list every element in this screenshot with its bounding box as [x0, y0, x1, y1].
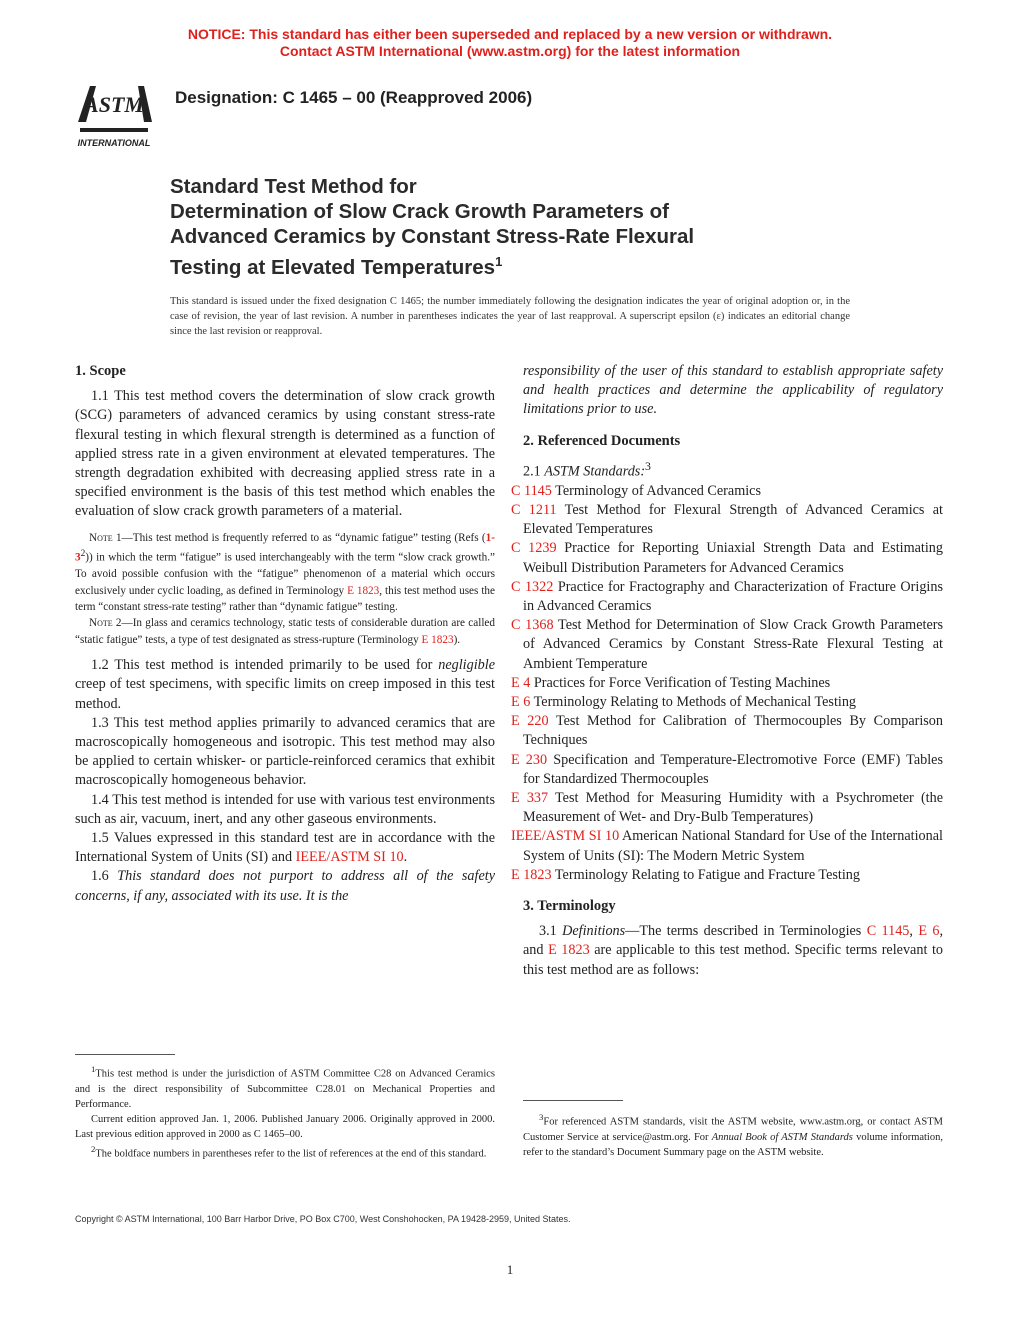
note-1-text-b: )) in which the term “fatigue” is used interchangeably with the term “slow crack growth.” To avoid possible confusion with the “fatigue” phenomenon of a material which occurs exclusively under cyclic loading, as defined in Terminology	[75, 551, 495, 597]
para-3-1-b: —The terms described in Terminologies	[625, 923, 867, 940]
notice-line-2: Contact ASTM International (www.astm.org) for the latest information	[279, 43, 741, 59]
note-1	[75, 530, 495, 616]
note-1-text-c: , this test method uses the term “constant stress-rate testing” rather than “dynamic fatigue” testing.	[75, 584, 495, 613]
footnote-rule-right	[523, 1100, 623, 1101]
footnote-1	[75, 1062, 495, 1112]
title-line-4: Testing at Elevated Temperatures	[170, 255, 496, 279]
note-2	[75, 615, 495, 648]
reference-title: Specification and Temperature-Electromotive Force (EMF) Tables for Standardized Thermocouples	[523, 751, 943, 787]
para-3-1	[523, 922, 943, 980]
reference-code-link[interactable]: C 1145	[511, 482, 552, 499]
reference-item	[511, 866, 943, 885]
e1823-link[interactable]: E 1823	[347, 584, 380, 597]
c1145-link[interactable]: C 1145	[866, 923, 910, 940]
reference-title: Practice for Fractography and Characterization of Fracture Origins in Advanced Ceramics	[523, 578, 943, 614]
reference-list	[511, 482, 943, 885]
para-1-1: 1.1 This test method covers the determination of slow crack growth (SCG) parameters of advanced ceramics by using constant stress-rate flexural testing in which flexural strength is determined as a function of applied stress rate in a given environment at elevated temperatures. The strength degradation exhibited with decreasing applied stress rate in a specified environment is the basis of this test method which enables the evaluation of slow crack growth parameters of a material.	[75, 388, 495, 520]
para-3-1-c: are applicable to this test method. Specific terms relevant to this test method are as follows:	[523, 942, 943, 978]
footnote-2-sup: 2	[91, 1143, 96, 1154]
para-1-6	[75, 867, 495, 905]
footnote-3-italic: Annual Book of ASTM Standards	[711, 1131, 853, 1143]
para-1-5-b: .	[403, 849, 408, 866]
reference-item	[511, 827, 943, 865]
reference-code-link[interactable]: C 1239	[511, 540, 557, 557]
para-3-1-italic: Definitions	[562, 923, 626, 940]
reference-item	[511, 501, 943, 539]
scope-heading: 1. Scope	[75, 363, 126, 379]
footnote-1-text: This test method is under the jurisdiction of ASTM Committee C28 on Advanced Ceramics and is the direct responsibility of Subcommittee C28.01 on Mechanical Properties and Performance.	[75, 1068, 495, 1110]
footnote-3-sup: 3	[539, 1112, 544, 1122]
reference-code-link[interactable]: C 1322	[511, 578, 554, 595]
reference-code-link[interactable]: E 220	[511, 713, 549, 730]
e1823-link-3[interactable]: E 1823	[548, 942, 590, 959]
astm-standards-sub	[523, 457, 943, 482]
reference-title: Terminology Relating to Methods of Mechanical Testing	[530, 693, 857, 710]
reference-code-link[interactable]: C 1368	[511, 617, 554, 634]
footnote-rule-left	[75, 1054, 175, 1055]
para-3-1-a: 3.1	[539, 923, 563, 940]
reference-title: Test Method for Flexural Strength of Advanced Ceramics at Elevated Temperatures	[523, 501, 943, 538]
footnote-3-b: volume information, refer to the standard’s Document Summary page on the ASTM website.	[523, 1131, 943, 1158]
footnote-2-text: The boldface numbers in parentheses refer to the list of references at the end of this standard.	[95, 1148, 487, 1159]
para-1-3: 1.3 This test method applies primarily to advanced ceramics that are macroscopically homogeneous and isotropic. This test method may also be applied to certain whisker- or particle-reinforced ceramics that exhibit macroscopically homogeneous behavior.	[75, 714, 495, 789]
reference-code-link[interactable]: E 337	[511, 790, 549, 806]
reference-item	[511, 712, 943, 750]
ieee-si10-link[interactable]: IEEE/ASTM SI 10	[295, 849, 404, 866]
title-line-1: Standard Test Method for	[170, 175, 417, 198]
footnote-2-mark: 2	[80, 549, 86, 560]
reference-item	[511, 789, 943, 827]
para-1-2-italic: negligible	[438, 657, 495, 674]
para-1-6-italic: This standard does not purport to address all of the safety concerns, if any, associated with its use. It is the	[75, 868, 495, 904]
title-footnote-mark: 1	[495, 254, 503, 269]
para-1-2-a: 1.2 This test method is intended primarily to be used for	[91, 657, 439, 674]
e1823-link-2[interactable]: E 1823	[421, 633, 454, 646]
note-1-label: Note 1	[89, 531, 122, 544]
sep-1: ,	[909, 923, 919, 940]
reference-title: American National Standard for Use of the International System of Units (SI): The Modern Metric System	[523, 828, 943, 864]
issuance-statement: This standard is issued under the fixed designation C 1465; the number immediately following the designation indicates the year of original adoption or, in the case of revision, the year of last revision. A number in parentheses indicates the year of last reapproval. A superscript epsilon (ε) indicates an editorial change since the last revision or reapproval.	[170, 296, 850, 337]
refs-link[interactable]: 1-3	[75, 531, 495, 564]
copyright: Copyright © ASTM International, 100 Barr Harbor Drive, PO Box C700, West Conshohocken, PA 19428-2959, United States.	[75, 1214, 571, 1224]
note-1-text-a: —This test method is frequently referred to as “dynamic fatigue” testing (Refs (	[121, 531, 486, 544]
notice-line-1: NOTICE: This standard has either been superseded and replaced by a new version or withdrawn.	[187, 26, 833, 42]
reference-item	[511, 693, 943, 712]
reference-title: Terminology Relating to Fatigue and Fracture Testing	[551, 866, 860, 883]
e6-link[interactable]: E 6	[918, 923, 940, 940]
note-2-text-b: ).	[453, 633, 461, 646]
reference-code-link[interactable]: E 230	[511, 751, 548, 768]
sub-italic: ASTM Standards:	[544, 463, 646, 480]
reference-code-link[interactable]: C 1211	[511, 501, 557, 518]
note-2-text-a: —In glass and ceramics technology, static tests of considerable duration are called “static fatigue” tests, a type of test designated as stress-rupture (Terminology	[75, 617, 495, 646]
reference-item	[511, 751, 943, 789]
reference-item	[511, 578, 943, 616]
para-1-4: 1.4 This test method is intended for use with various test environments such as air, vacuum, inert, and any other gaseous environments.	[75, 791, 495, 827]
note-2-label: Note 2	[89, 617, 122, 630]
logo-subtext: INTERNATIONAL	[77, 138, 151, 148]
reference-title: Practices for Force Verification of Testing Machines	[530, 674, 831, 691]
reference-code-link[interactable]: E 1823	[511, 866, 552, 883]
para-1-2-b: creep of test specimens, with specific limits on creep imposed in this test method.	[75, 676, 495, 712]
footnote-3-a: For referenced ASTM standards, visit the ASTM website, www.astm.org, or contact ASTM Customer Service at service@astm.org. For	[523, 1116, 943, 1143]
para-1-2	[75, 656, 495, 714]
reference-item	[511, 482, 943, 501]
title-line-2: Determination of Slow Crack Growth Parameters of	[170, 200, 669, 223]
footnotes-left	[75, 1062, 495, 1161]
right-column	[511, 362, 943, 980]
reference-item	[511, 674, 943, 693]
reference-item	[511, 616, 943, 674]
refs-heading: 2. Referenced Documents	[523, 432, 681, 449]
reference-code-link[interactable]: IEEE/ASTM SI 10	[511, 828, 620, 845]
reference-code-link[interactable]: E 4	[511, 674, 531, 691]
reference-title: Terminology of Advanced Ceramics	[551, 482, 761, 499]
para-1-6-a: 1.6	[91, 868, 118, 885]
reference-title: Test Method for Calibration of Thermocouples By Comparison Techniques	[523, 713, 943, 749]
para-1-6-cont-italic: responsibility of the user of this standard to establish appropriate safety and health practices and determine the applicability of regulatory limitations prior to use.	[523, 363, 943, 418]
footnote-3-mark: 3	[645, 458, 651, 473]
footnote-2	[75, 1142, 495, 1162]
footnote-3	[523, 1110, 943, 1160]
designation: Designation: C 1465 – 00 (Reapproved 2006)	[175, 88, 533, 107]
para-1-6-cont	[523, 362, 943, 420]
page-number: 1	[506, 1262, 514, 1277]
para-1-5-a: 1.5 Values expressed in this standard test are in accordance with the International System of Units (SI) and	[75, 830, 495, 866]
logo-text: ASTM	[84, 92, 144, 117]
sep-2: , and	[523, 923, 943, 959]
reference-title: Test Method for Determination of Slow Crack Growth Parameters of Advanced Ceramics by Constant Stress-Rate Flexural Testing at Ambient Temperature	[523, 617, 943, 672]
footnote-1-mark: 1	[91, 1064, 96, 1074]
left-column	[75, 362, 495, 906]
footnote-1b: Current edition approved Jan. 1, 2006. Published January 2006. Originally approved in 2000. Last previous edition approved in 2000 as C 1465–00.	[75, 1113, 495, 1140]
reference-item	[511, 539, 943, 577]
astm-logo	[66, 72, 162, 154]
reference-code-link[interactable]: E 6	[511, 693, 531, 710]
standard-title	[170, 174, 870, 280]
para-1-5	[75, 829, 495, 867]
sub-number: 2.1	[523, 463, 545, 480]
reference-title: Test Method for Measuring Humidity with a Psychrometer (the Measurement of Wet- and Dry-Bulb Temperatures)	[523, 790, 943, 826]
reference-title: Practice for Reporting Uniaxial Strength Data and Estimating Weibull Distribution Parameters for Advanced Ceramics	[523, 540, 943, 576]
supersede-notice	[0, 26, 1020, 60]
title-line-3: Advanced Ceramics by Constant Stress-Rate Flexural	[170, 225, 695, 248]
footnotes-right	[523, 1110, 943, 1160]
terminology-heading: 3. Terminology	[523, 898, 616, 915]
